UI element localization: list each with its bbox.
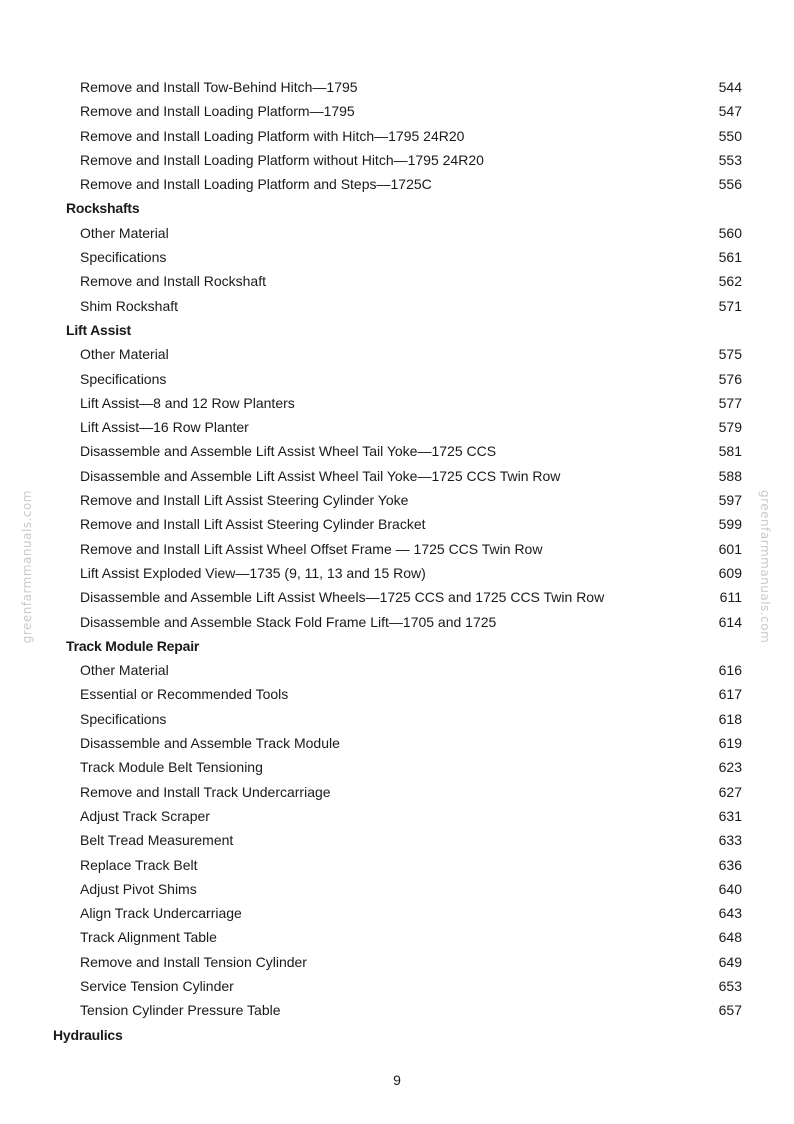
toc-entry-title: Disassemble and Assemble Lift Assist Wheels—1725 CCS and 1725 CCS Twin Row <box>80 589 605 606</box>
toc-entry-title: Other Material <box>80 346 169 363</box>
toc-entry-page: 547 <box>718 103 742 120</box>
toc-entry-page: 648 <box>718 929 742 946</box>
toc-entry-page: 581 <box>718 443 742 460</box>
toc-entry[interactable] <box>0 464 794 488</box>
table-of-contents <box>0 75 794 1047</box>
toc-entry-title: Essential or Recommended Tools <box>80 686 289 703</box>
toc-entry[interactable] <box>0 439 794 463</box>
toc-entry-title: Remove and Install Loading Platform and Steps—1725C <box>80 176 432 193</box>
toc-entry-page: 601 <box>718 540 742 557</box>
toc-entry-title: Remove and Install Lift Assist Steering Cylinder Yoke <box>80 492 409 509</box>
toc-entry[interactable] <box>0 221 794 245</box>
toc-entry-page: 640 <box>718 880 742 897</box>
toc-entry[interactable] <box>0 610 794 634</box>
toc-entry-page: 609 <box>718 564 742 581</box>
toc-entry[interactable] <box>0 998 794 1022</box>
toc-entry-title: Hydraulics <box>53 1026 123 1043</box>
toc-entry[interactable] <box>0 901 794 925</box>
toc-entry-title: Remove and Install Loading Platform with Hitch—1795 24R20 <box>80 127 465 144</box>
toc-entry[interactable] <box>0 512 794 536</box>
toc-entry-title: Remove and Install Loading Platform—1795 <box>80 103 355 120</box>
toc-entry-page: 561 <box>718 249 742 266</box>
toc-entry-title: Lift Assist—16 Row Planter <box>80 419 249 436</box>
toc-entry-page: 579 <box>718 419 742 436</box>
toc-entry-page: 617 <box>718 686 742 703</box>
toc-entry-page: 657 <box>718 1002 742 1019</box>
toc-entry-page: 553 <box>718 151 742 168</box>
toc-entry-page: 643 <box>718 905 742 922</box>
toc-entry[interactable] <box>0 950 794 974</box>
toc-entry[interactable] <box>0 974 794 998</box>
toc-entry[interactable] <box>0 148 794 172</box>
toc-entry-page: 636 <box>718 856 742 873</box>
toc-entry-page: 599 <box>718 516 742 533</box>
toc-entry-page: 623 <box>718 759 742 776</box>
toc-entry-page: 577 <box>718 394 742 411</box>
toc-entry-title: Lift Assist—8 and 12 Row Planters <box>80 394 295 411</box>
toc-entry[interactable] <box>0 925 794 949</box>
toc-entry[interactable] <box>0 585 794 609</box>
toc-entry-title: Specifications <box>80 710 167 727</box>
watermark-right: greenfarmmanuals.com <box>758 490 772 644</box>
watermark-left: greenfarmmanuals.com <box>20 490 34 644</box>
toc-entry-page: 562 <box>718 273 742 290</box>
toc-entry-title: Track Alignment Table <box>80 929 217 946</box>
toc-entry-page: 588 <box>718 467 742 484</box>
toc-entry[interactable] <box>0 731 794 755</box>
toc-entry-page: 627 <box>718 783 742 800</box>
toc-entry-title: Disassemble and Assemble Track Module <box>80 735 340 752</box>
toc-entry-title: Align Track Undercarriage <box>80 905 242 922</box>
toc-entry-page: 631 <box>718 807 742 824</box>
toc-entry-title: Adjust Track Scraper <box>80 807 210 824</box>
toc-entry[interactable] <box>0 269 794 293</box>
toc-entry-page: 611 <box>719 589 742 606</box>
toc-entry-page: 616 <box>718 662 742 679</box>
toc-entry-title: Lift Assist Exploded View—1735 (9, 11, 13 and 15 Row) <box>80 564 426 581</box>
toc-entry-page: 597 <box>718 492 742 509</box>
toc-entry-title: Remove and Install Track Undercarriage <box>80 783 331 800</box>
toc-entry[interactable] <box>0 828 794 852</box>
toc-entry[interactable] <box>0 294 794 318</box>
toc-entry-title: Disassemble and Assemble Lift Assist Wheel Tail Yoke—1725 CCS <box>80 443 497 460</box>
toc-section-heading <box>0 1023 794 1047</box>
toc-entry[interactable] <box>0 245 794 269</box>
toc-entry-title: Other Material <box>80 224 169 241</box>
toc-section-heading <box>0 634 794 658</box>
toc-entry-page: 633 <box>718 832 742 849</box>
toc-entry-title: Shim Rockshaft <box>80 297 179 314</box>
toc-entry[interactable] <box>0 537 794 561</box>
toc-entry-page: 575 <box>718 346 742 363</box>
toc-entry-title: Lift Assist <box>66 321 131 338</box>
toc-entry-page: 614 <box>718 613 742 630</box>
toc-entry-title: Other Material <box>80 662 169 679</box>
toc-entry[interactable] <box>0 804 794 828</box>
toc-entry-title: Track Module Belt Tensioning <box>80 759 263 776</box>
toc-entry[interactable] <box>0 877 794 901</box>
toc-entry[interactable] <box>0 658 794 682</box>
toc-entry-title: Adjust Pivot Shims <box>80 880 197 897</box>
toc-entry-title: Remove and Install Loading Platform without Hitch—1795 24R20 <box>80 151 484 168</box>
toc-entry-title: Specifications <box>80 249 167 266</box>
toc-entry-title: Track Module Repair <box>66 637 200 654</box>
toc-entry[interactable] <box>0 342 794 366</box>
toc-entry[interactable] <box>0 99 794 123</box>
toc-entry-page: 649 <box>718 953 742 970</box>
toc-entry[interactable] <box>0 682 794 706</box>
toc-entry[interactable] <box>0 853 794 877</box>
toc-entry-page: 544 <box>718 79 742 95</box>
toc-entry-page: 556 <box>718 176 742 193</box>
toc-entry-title: Tension Cylinder Pressure Table <box>80 1002 281 1019</box>
toc-entry-page: 571 <box>718 297 742 314</box>
toc-entry-page: 653 <box>718 977 742 994</box>
toc-entry-title: Remove and Install Tension Cylinder <box>80 953 307 970</box>
toc-entry[interactable] <box>0 415 794 439</box>
toc-entry[interactable] <box>0 755 794 779</box>
toc-entry-title: Remove and Install Tow-Behind Hitch—1795 <box>80 79 358 95</box>
toc-entry[interactable] <box>0 75 794 99</box>
toc-entry-page: 560 <box>718 224 742 241</box>
toc-entry-page: 550 <box>718 127 742 144</box>
toc-entry[interactable] <box>0 172 794 196</box>
toc-entry[interactable] <box>0 488 794 512</box>
toc-entry[interactable] <box>0 124 794 148</box>
toc-entry-page: 576 <box>718 370 742 387</box>
toc-entry-page: 618 <box>718 710 742 727</box>
toc-entry-title: Replace Track Belt <box>80 856 198 873</box>
toc-entry-title: Remove and Install Lift Assist Steering Cylinder Bracket <box>80 516 426 533</box>
toc-entry-page: 619 <box>718 735 742 752</box>
toc-entry[interactable] <box>0 391 794 415</box>
toc-entry-title: Remove and Install Lift Assist Wheel Offset Frame — 1725 CCS Twin Row <box>80 540 543 557</box>
toc-entry-title: Disassemble and Assemble Lift Assist Wheel Tail Yoke—1725 CCS Twin Row <box>80 467 561 484</box>
toc-entry[interactable] <box>0 780 794 804</box>
toc-entry-title: Rockshafts <box>66 200 140 217</box>
toc-entry[interactable] <box>0 707 794 731</box>
toc-entry-title: Remove and Install Rockshaft <box>80 273 266 290</box>
toc-section-heading <box>0 318 794 342</box>
page-number: 9 <box>393 1072 401 1088</box>
toc-entry-title: Specifications <box>80 370 167 387</box>
toc-entry[interactable] <box>0 367 794 391</box>
toc-entry[interactable] <box>0 561 794 585</box>
toc-section-heading <box>0 196 794 220</box>
toc-entry-title: Belt Tread Measurement <box>80 832 234 849</box>
toc-entry-title: Disassemble and Assemble Stack Fold Frame Lift—1705 and 1725 <box>80 613 497 630</box>
toc-entry-title: Service Tension Cylinder <box>80 977 234 994</box>
